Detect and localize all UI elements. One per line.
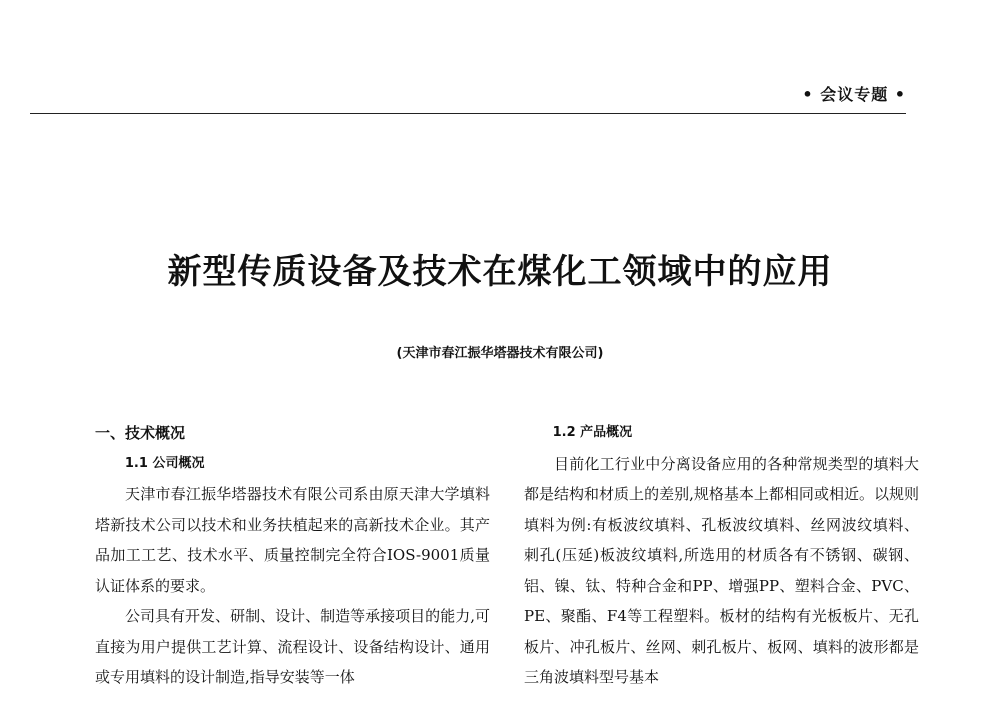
subsection-heading-company: 1.1 公司概况 <box>124 455 205 471</box>
body-paragraph: 目前化工行业中分离设备应用的各种常规类型的填料大都是结构和材质上的差别,规格基本上都相同或相近。以规则填料为例:有板波纹填料、孔板波纹填料、丝网波纹填料、刺孔(压延)板波纹填料,所选用的材质各有不锈钢、碳钢、铝、镍、钛、特种合金和PP、增强PP、塑料合金、PVC、PE、聚酯、F4等工程塑料。板材的结构有光板板片、无孔板片、冲孔板片、丝网、刺孔板片、板网、填料的波形都是三角波填料型号基本 <box>524 454 919 686</box>
subsection-heading-products: 1.2 产品概况 <box>552 425 633 440</box>
body-paragraph: 公司具有开发、研制、设计、制造等承接项目的能力,可直接为用户提供工艺计算、流程设计、设备结构设计、通用或专用填料的设计制造,指导安装等一体 <box>95 607 490 686</box>
body-paragraph: 天津市春江振华塔器技术有限公司系由原天津大学填料塔新技术公司以技术和业务扶植起来的高新技术企业。其产品加工工艺、技术水平、质量控制完全符合IOS-9001质量认证体系的要求。 <box>95 485 490 595</box>
header-rule <box>30 113 906 114</box>
article-affiliation: (天津市春江振华塔器技术有限公司) <box>396 346 604 361</box>
section-tag: • 会议专题 • <box>802 85 906 104</box>
section-heading: 一、技术概况 <box>95 424 186 442</box>
right-column <box>524 418 919 693</box>
left-column <box>95 418 490 693</box>
article-title: 新型传质设备及技术在煤化工领域中的应用 <box>167 252 833 292</box>
